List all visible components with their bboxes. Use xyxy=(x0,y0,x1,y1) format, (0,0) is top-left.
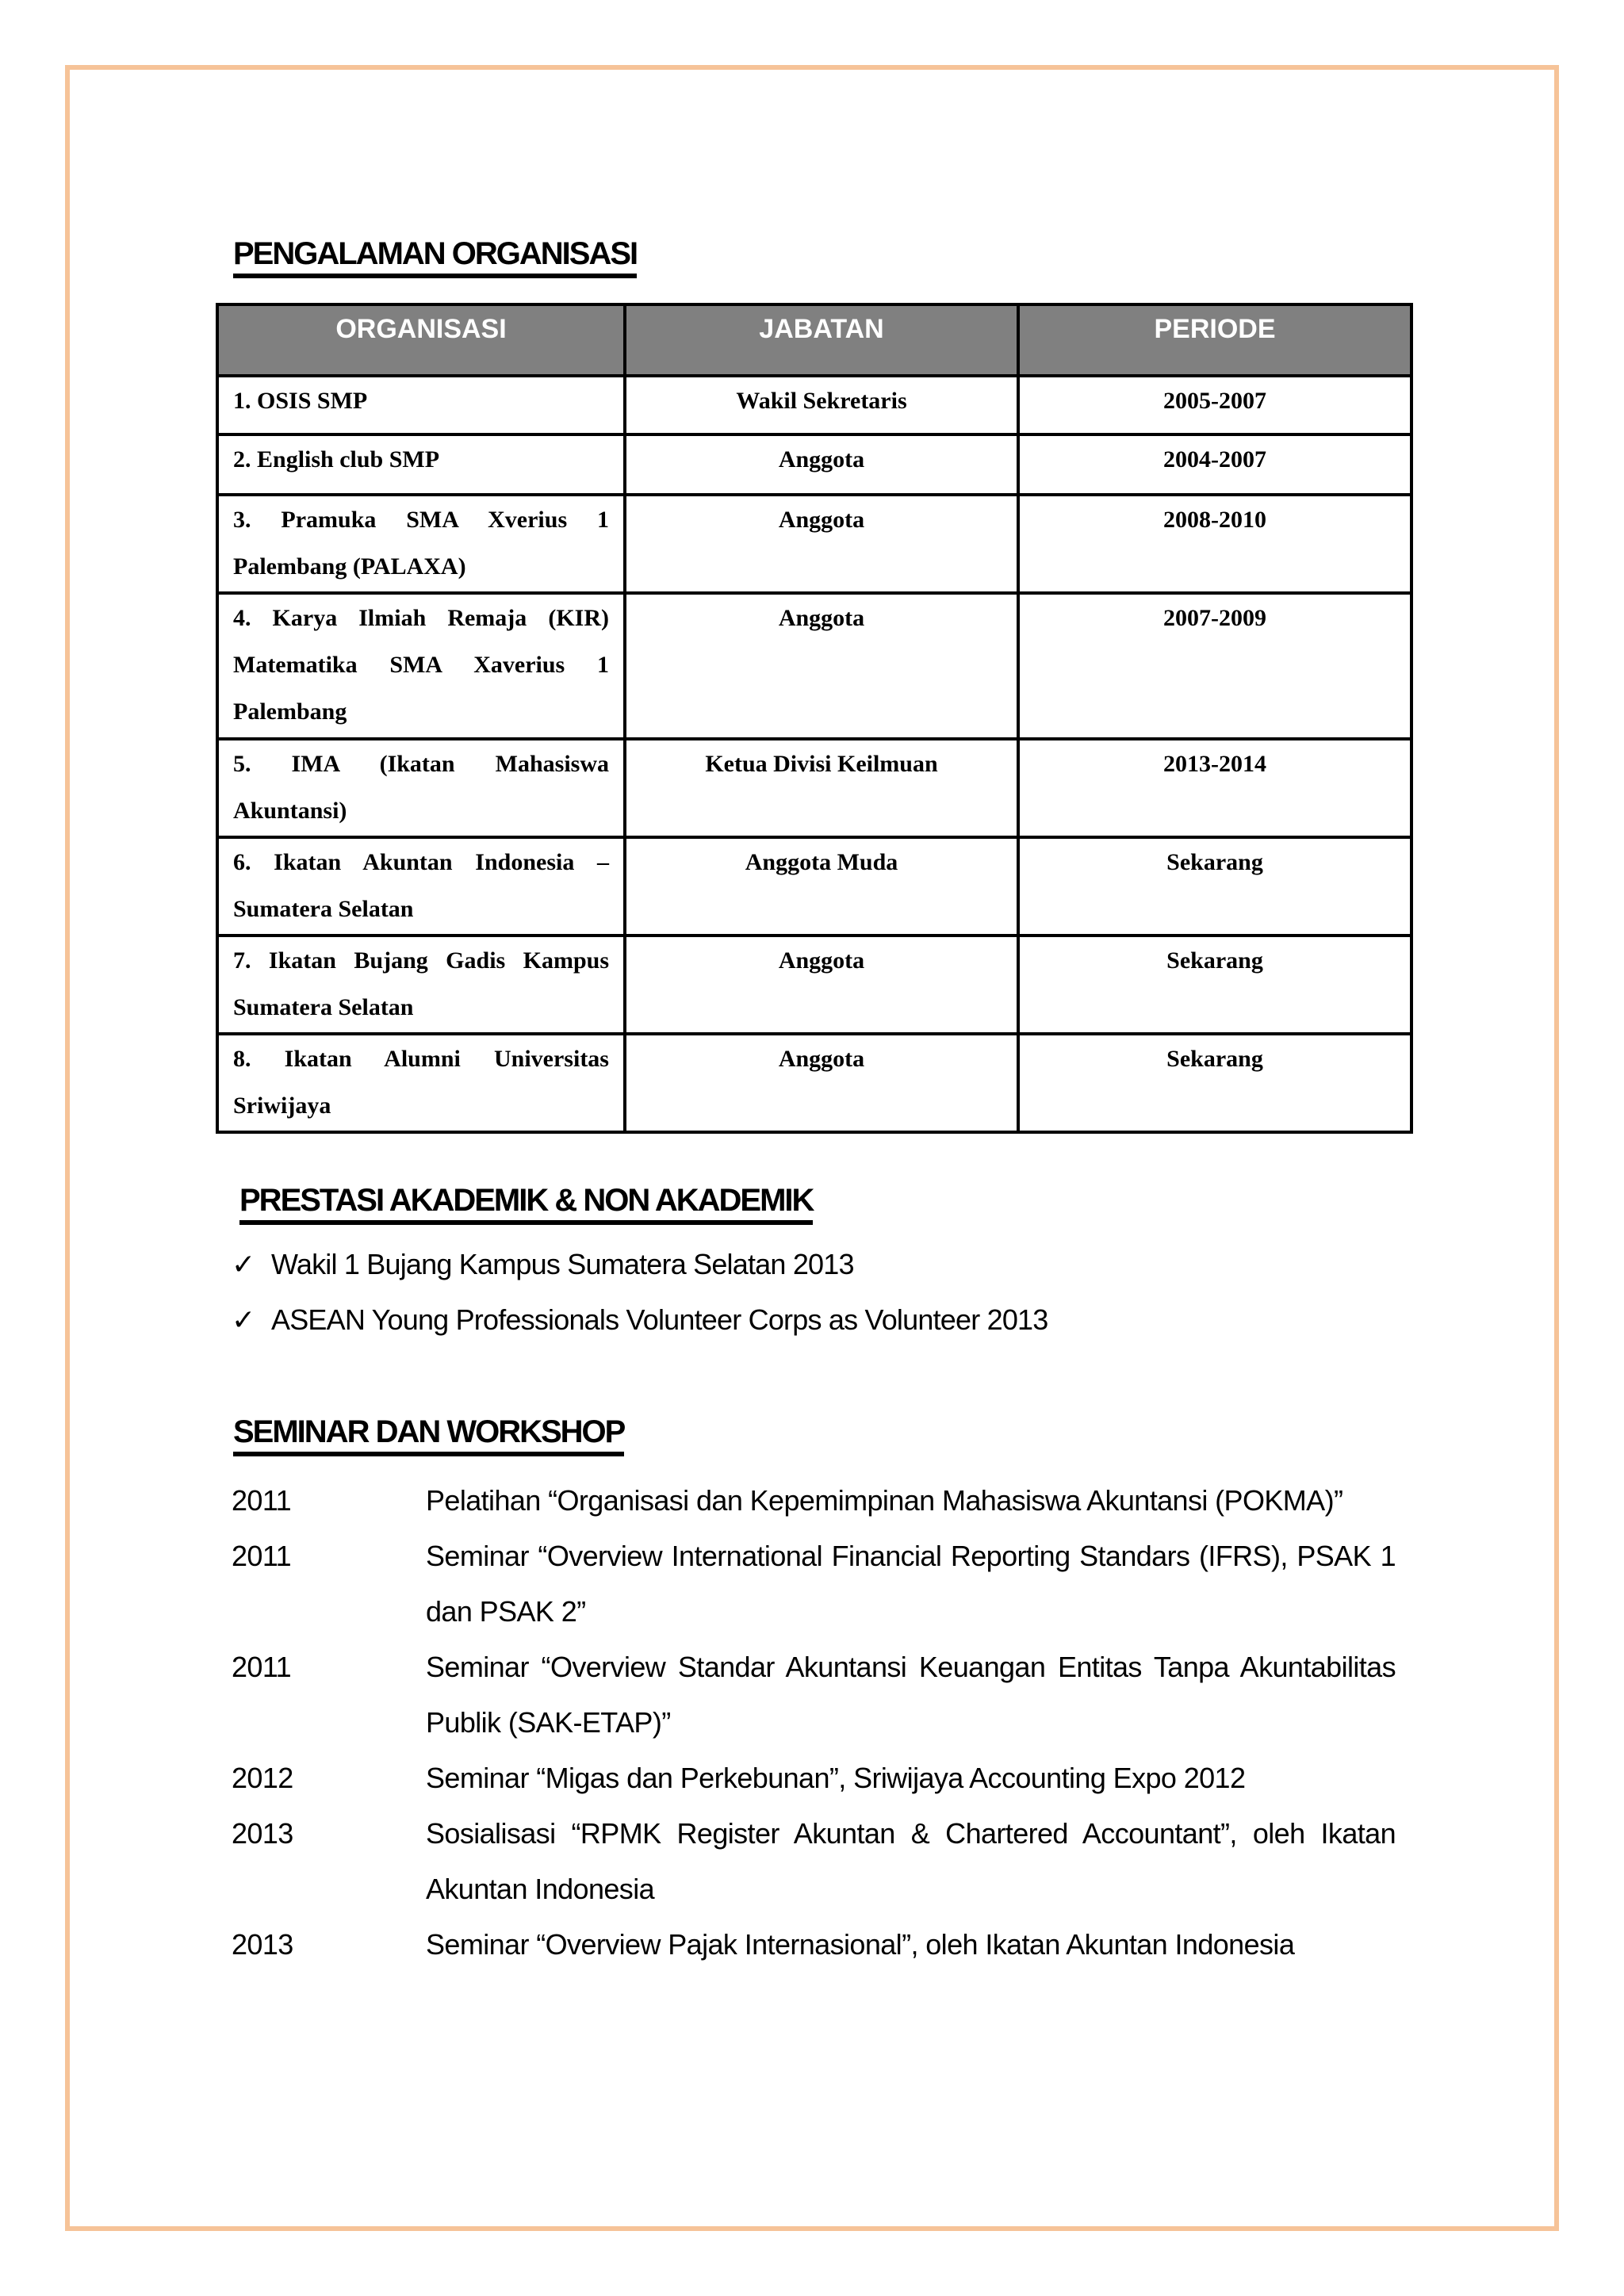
list-item xyxy=(232,1806,1396,1917)
cell-periode: 2004-2007 xyxy=(1018,434,1411,495)
seminar-text: Seminar “Migas dan Perkebunan”, Sriwijaya Accounting Expo 2012 xyxy=(426,1762,1246,1794)
seminar-year: 2011 xyxy=(232,1651,292,1683)
seminar-text: Seminar “Overview International Financial Reporting Standars (IFRS), PSAK 1 dan PSAK 2” xyxy=(426,1540,1396,1628)
table-row xyxy=(217,593,1411,739)
cell-organisasi: 2. English club SMP xyxy=(217,434,625,495)
seminar-text: Pelatihan “Organisasi dan Kepemimpinan Mahasiswa Akuntansi (POKMA)” xyxy=(426,1484,1343,1517)
cell-periode: Sekarang xyxy=(1018,837,1411,936)
cell-jabatan: Anggota Muda xyxy=(625,837,1018,936)
header-periode: PERIODE xyxy=(1018,304,1411,376)
section-title-prestasi: PRESTASI AKADEMIK & NON AKADEMIK xyxy=(238,1180,814,1225)
table-row xyxy=(217,739,1411,837)
cell-organisasi: 6. Ikatan Akuntan Indonesia – Sumatera Selatan xyxy=(217,837,625,936)
cell-jabatan: Wakil Sekretaris xyxy=(625,376,1018,434)
list-item xyxy=(232,1292,1048,1348)
cell-organisasi: 7. Ikatan Bujang Gadis Kampus Sumatera Selatan xyxy=(217,936,625,1034)
cell-periode: 2005-2007 xyxy=(1018,376,1411,434)
cell-organisasi: 4. Karya Ilmiah Remaja (KIR) Matematika SMA Xaverius 1 Palembang xyxy=(217,593,625,739)
cell-organisasi: 8. Ikatan Alumni Universitas Sriwijaya xyxy=(217,1034,625,1132)
cell-periode: 2008-2010 xyxy=(1018,495,1411,593)
table-row xyxy=(217,837,1411,936)
seminar-list xyxy=(232,1473,1396,1973)
cell-periode: 2007-2009 xyxy=(1018,593,1411,739)
seminar-year: 2011 xyxy=(232,1484,292,1517)
section-title-organisasi: PENGALAMAN ORGANISASI xyxy=(232,233,638,278)
list-item xyxy=(232,1473,1396,1529)
cell-jabatan: Anggota xyxy=(625,495,1018,593)
list-item xyxy=(232,1640,1396,1751)
checkmark-icon: ✓ xyxy=(232,1248,255,1280)
section-title-seminar: SEMINAR DAN WORKSHOP xyxy=(232,1411,626,1456)
cell-jabatan: Anggota xyxy=(625,1034,1018,1132)
table-row xyxy=(217,495,1411,593)
prestasi-text: Wakil 1 Bujang Kampus Sumatera Selatan 2013 xyxy=(271,1248,854,1280)
seminar-year: 2013 xyxy=(232,1928,293,1961)
list-item xyxy=(232,1529,1396,1640)
seminar-text: Seminar “Overview Pajak Internasional”, oleh Ikatan Akuntan Indonesia xyxy=(426,1928,1295,1961)
cell-periode: 2013-2014 xyxy=(1018,739,1411,837)
prestasi-list xyxy=(232,1237,1048,1348)
cell-organisasi: 1. OSIS SMP xyxy=(217,376,625,434)
list-item xyxy=(232,1751,1396,1806)
table-row xyxy=(217,434,1411,495)
table-row xyxy=(217,936,1411,1034)
seminar-year: 2013 xyxy=(232,1817,293,1850)
cell-periode: Sekarang xyxy=(1018,936,1411,1034)
seminar-year: 2012 xyxy=(232,1762,293,1794)
organisasi-table xyxy=(216,303,1413,1134)
header-jabatan: JABATAN xyxy=(625,304,1018,376)
cell-organisasi: 3. Pramuka SMA Xverius 1 Palembang (PALAXA) xyxy=(217,495,625,593)
seminar-text: Sosialisasi “RPMK Register Akuntan & Chartered Accountant”, oleh Ikatan Akuntan Indonesia xyxy=(426,1817,1396,1905)
cell-jabatan: Anggota xyxy=(625,434,1018,495)
list-item xyxy=(232,1917,1396,1973)
cell-jabatan: Anggota xyxy=(625,936,1018,1034)
checkmark-icon: ✓ xyxy=(232,1303,255,1336)
cell-jabatan: Anggota xyxy=(625,593,1018,739)
list-item xyxy=(232,1237,1048,1292)
table-header-row xyxy=(217,304,1411,376)
table-row xyxy=(217,376,1411,434)
prestasi-text: ASEAN Young Professionals Volunteer Corps as Volunteer 2013 xyxy=(271,1303,1048,1336)
seminar-text: Seminar “Overview Standar Akuntansi Keuangan Entitas Tanpa Akuntabilitas Publik (SAK-ETAP)” xyxy=(426,1651,1396,1739)
cell-jabatan: Ketua Divisi Keilmuan xyxy=(625,739,1018,837)
cell-organisasi: 5. IMA (Ikatan Mahasiswa Akuntansi) xyxy=(217,739,625,837)
table-row xyxy=(217,1034,1411,1132)
seminar-year: 2011 xyxy=(232,1540,292,1572)
cell-periode: Sekarang xyxy=(1018,1034,1411,1132)
header-organisasi: ORGANISASI xyxy=(217,304,625,376)
